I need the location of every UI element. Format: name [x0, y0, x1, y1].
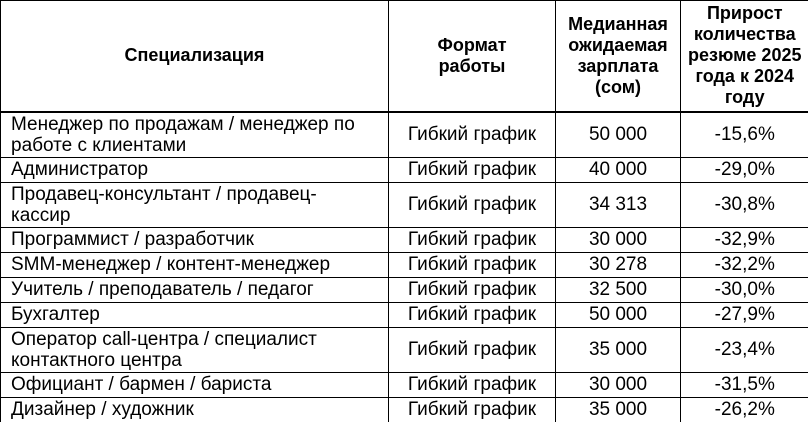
- table-row: [1, 112, 808, 158]
- cell-specialization: Официант / бармен / бариста: [1, 372, 389, 397]
- table-row: [1, 252, 808, 277]
- cell-specialization: Менеджер по продажам / менеджер по работе с клиентами: [1, 112, 389, 158]
- cell-work-format: Гибкий график: [389, 227, 556, 252]
- cell-work-format: Гибкий график: [389, 182, 556, 227]
- cell-specialization: Программист / разработчик: [1, 227, 389, 252]
- cell-specialization: SMM-менеджер / контент-менеджер: [1, 252, 389, 277]
- table-row: [1, 302, 808, 327]
- cell-resume-growth: -29,0%: [681, 157, 808, 182]
- cell-resume-growth: -32,2%: [681, 252, 808, 277]
- table-row: [1, 277, 808, 302]
- cell-median-salary: 34 313: [556, 182, 681, 227]
- header-row: [1, 1, 808, 112]
- column-header-median-salary: Медианная ожидаемая зарплата (сом): [556, 1, 681, 112]
- cell-resume-growth: -31,5%: [681, 372, 808, 397]
- cell-resume-growth: -27,9%: [681, 302, 808, 327]
- cell-resume-growth: -30,0%: [681, 277, 808, 302]
- cell-median-salary: 35 000: [556, 327, 681, 372]
- cell-specialization: Учитель / преподаватель / педагог: [1, 277, 389, 302]
- cell-work-format: Гибкий график: [389, 397, 556, 422]
- table-row: [1, 182, 808, 227]
- cell-specialization: Дизайнер / художник: [1, 397, 389, 422]
- cell-work-format: Гибкий график: [389, 157, 556, 182]
- column-header-specialization: Специализация: [1, 1, 389, 112]
- column-header-work-format: Формат работы: [389, 1, 556, 112]
- cell-median-salary: 30 000: [556, 372, 681, 397]
- cell-work-format: Гибкий график: [389, 302, 556, 327]
- table-row: [1, 227, 808, 252]
- cell-resume-growth: -26,2%: [681, 397, 808, 422]
- cell-work-format: Гибкий график: [389, 277, 556, 302]
- cell-work-format: Гибкий график: [389, 372, 556, 397]
- cell-median-salary: 30 278: [556, 252, 681, 277]
- cell-specialization: Администратор: [1, 157, 389, 182]
- cell-work-format: Гибкий график: [389, 327, 556, 372]
- cell-median-salary: 50 000: [556, 112, 681, 158]
- cell-median-salary: 40 000: [556, 157, 681, 182]
- cell-specialization: Продавец-консультант / продавец-кассир: [1, 182, 389, 227]
- table-row: [1, 157, 808, 182]
- cell-resume-growth: -32,9%: [681, 227, 808, 252]
- cell-median-salary: 30 000: [556, 227, 681, 252]
- cell-median-salary: 32 500: [556, 277, 681, 302]
- column-header-resume-growth: Прирост количества резюме 2025 года к 2024 году: [681, 1, 808, 112]
- cell-resume-growth: -23,4%: [681, 327, 808, 372]
- cell-specialization: Оператор call-центра / специалист контактного центра: [1, 327, 389, 372]
- cell-work-format: Гибкий график: [389, 112, 556, 158]
- cell-median-salary: 50 000: [556, 302, 681, 327]
- cell-work-format: Гибкий график: [389, 252, 556, 277]
- table-row: [1, 327, 808, 372]
- cell-resume-growth: -15,6%: [681, 112, 808, 158]
- cell-specialization: Бухгалтер: [1, 302, 389, 327]
- table-row: [1, 397, 808, 422]
- cell-median-salary: 35 000: [556, 397, 681, 422]
- cell-resume-growth: -30,8%: [681, 182, 808, 227]
- table-row: [1, 372, 808, 397]
